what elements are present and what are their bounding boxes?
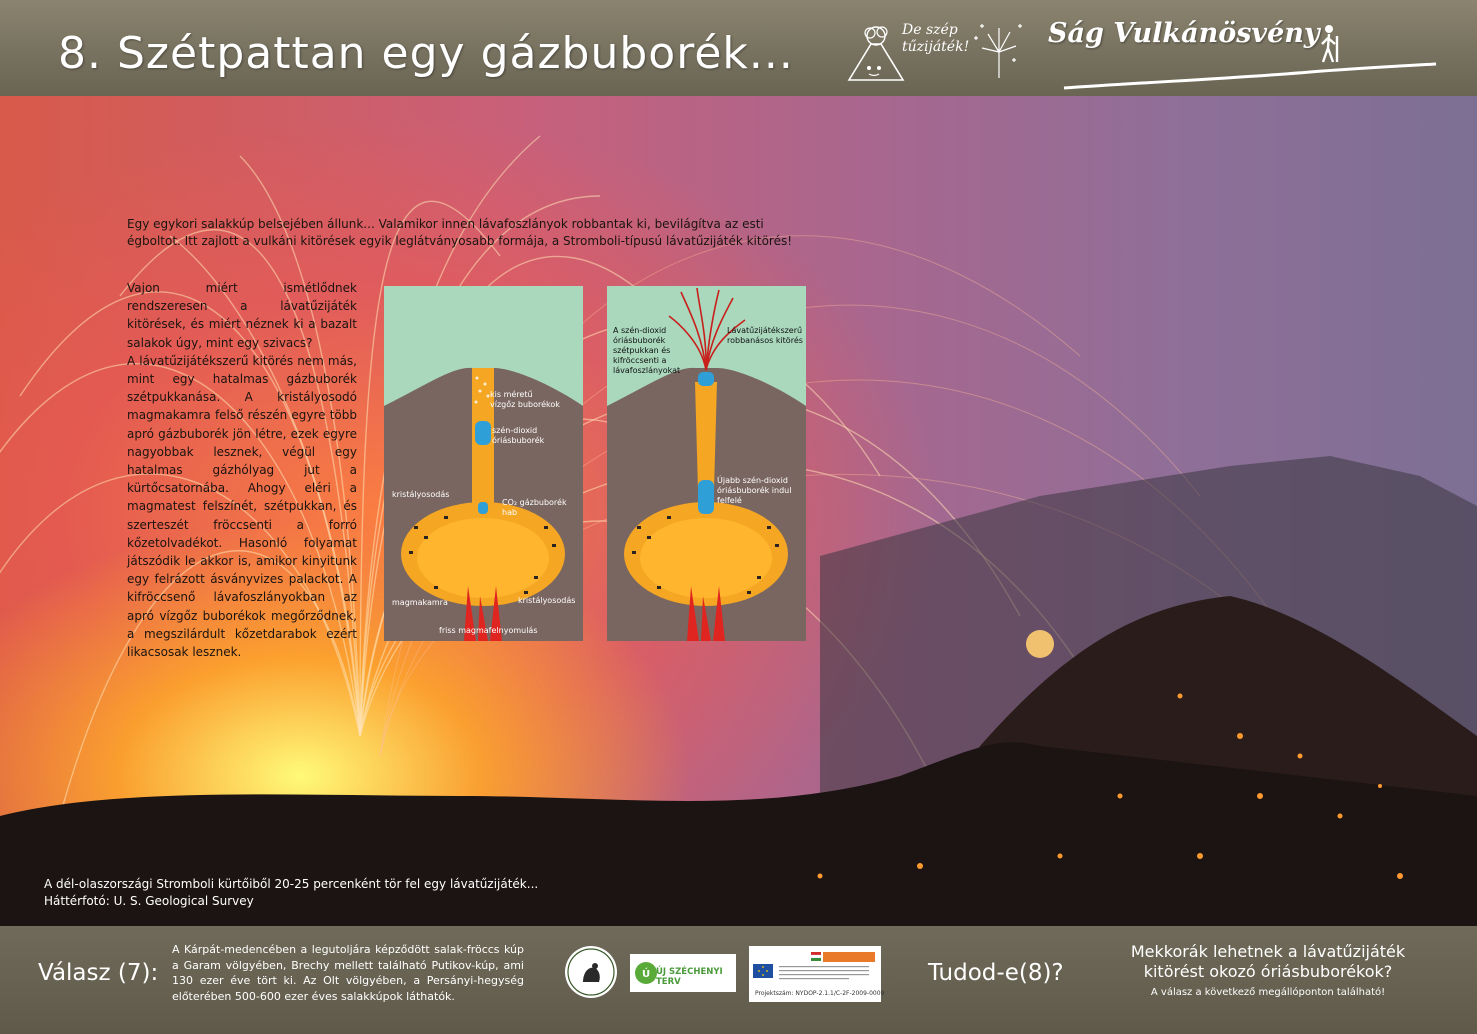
eu-funding-logo xyxy=(749,946,885,1002)
label-co2-giant-bubble: szén-dioxid óriásbuborék xyxy=(492,426,545,445)
answer-text: A Kárpát-medencében a legutoljára képződött salak-fröccs kúp a Garam völgyében, Brechy mellett található Putikov-kúp, ami 130 ezer éve tört ki. Az Olt völgyében, a Persányi-hegység előterében 500-600 ezer éves salakkúpok láthatók. xyxy=(172,943,524,1003)
label-water-vapour-bubbles: kis méretű vízgőz buborékok xyxy=(490,390,560,409)
szechenyi-text: ÚJ SZÉCHENYI TERV xyxy=(656,967,723,987)
diagram-eruption xyxy=(607,286,806,641)
header-bar xyxy=(0,0,1477,96)
svg-text:Ú: Ú xyxy=(641,969,651,980)
intro-text: Egy egykori salakkúp belsejében állunk... Valamikor innen lávafoszlányok robbantak ki, bevilágítva az esti égboltot. Itt zajlott a vulkáni kitörések egyik leglátványosabb formája, a Stromboli-típusú lávatűzijáték kitörés! xyxy=(127,217,793,248)
did-you-know-label: Tudod-e(8)? xyxy=(928,960,1064,986)
label-bubble-bursts: A szén-dioxid óriásbuborék szétpukkan és kifröccsenti a lávafoszlányokat xyxy=(613,326,681,375)
label-crystallization-top: kristályosodás xyxy=(392,490,450,499)
label-fresh-magma: friss magmafelnyomulás xyxy=(439,626,538,635)
footer-bar xyxy=(0,926,1477,1034)
label-new-bubble-rises: Újabb szén-dioxid óriásbuborék indul felfelé xyxy=(717,476,792,505)
page-title: 8. Szétpattan egy gázbuborék... xyxy=(58,28,794,79)
diagram-before-eruption xyxy=(384,286,583,641)
question-note: A válasz a következő megállóponton található! xyxy=(1150,987,1386,998)
question-text: Mekkorák lehetnek a lávatűzijáték kitörést okozó óriásbuborékok? xyxy=(1130,942,1406,981)
fireworks-icon xyxy=(968,18,1030,80)
szechenyi-plan-logo xyxy=(630,954,736,992)
grouse-icon xyxy=(565,946,617,998)
trail-swoosh xyxy=(1060,58,1440,92)
national-park-logo xyxy=(565,946,617,998)
caption-credit: Háttérfotó: U. S. Geological Survey xyxy=(44,894,254,908)
szechenyi-leaf-icon xyxy=(634,961,658,985)
background-photo xyxy=(0,96,1477,926)
slogan-text: De szép tűzijáték! xyxy=(902,22,970,55)
label-magma-chamber: magmakamra xyxy=(392,598,448,607)
label-co2-foam: CO₂ gázbuborék hab xyxy=(502,498,567,517)
answer-label: Válasz (7): xyxy=(38,960,159,986)
photo-caption xyxy=(44,876,538,910)
project-number: Projektszám: NYDOP-2.1.1/C-2F-2009-0009 xyxy=(755,990,885,997)
label-explosive-eruption: Lávatűzijátékszerű robbanásos kitörés xyxy=(727,326,803,345)
caption-line1: A dél-olaszországi Stromboli kürtőiből 20-25 percenként tör fel egy lávatűzijáték... xyxy=(44,877,539,891)
trail-name: Ság Vulkánösvény xyxy=(1048,18,1320,49)
diagram1-drawing xyxy=(384,286,583,641)
body-text: Vajon miért ismétlődnek rendszeresen a lávatűzijáték kitörések, és miért néznek ki a bazalt salakok úgy, mint egy szivacs? A lávatűzijátékszerű kitörés nem más, mint egy hatalmas gázbuborék szétpukkanása. A kristályosodó magmakamra felső részén egyre több apró gázbuborék jön létre, ezek egyre nagyobbak lesznek, végül egy hatalmas gázhólyag jut a kürtőcsatornába. Ahogy eléri a magmatest felszínét, szétpukkan, és szerteszét fröccsenti a forró kőzetolvadékot. Hasonló folyamat játszódik le akkor is, amikor kinyitunk egy felrázott ásványvizes palackot. A kifröccsenő lávafoszlányokban az apró vízgőz buborékok megőrződnek, a megszilárdult kőzetdarabok ezért likacsosak lesznek. xyxy=(127,281,357,660)
volcano-fireworks-icon xyxy=(845,22,907,84)
label-crystallization-bottom: kristályosodás xyxy=(518,596,576,605)
